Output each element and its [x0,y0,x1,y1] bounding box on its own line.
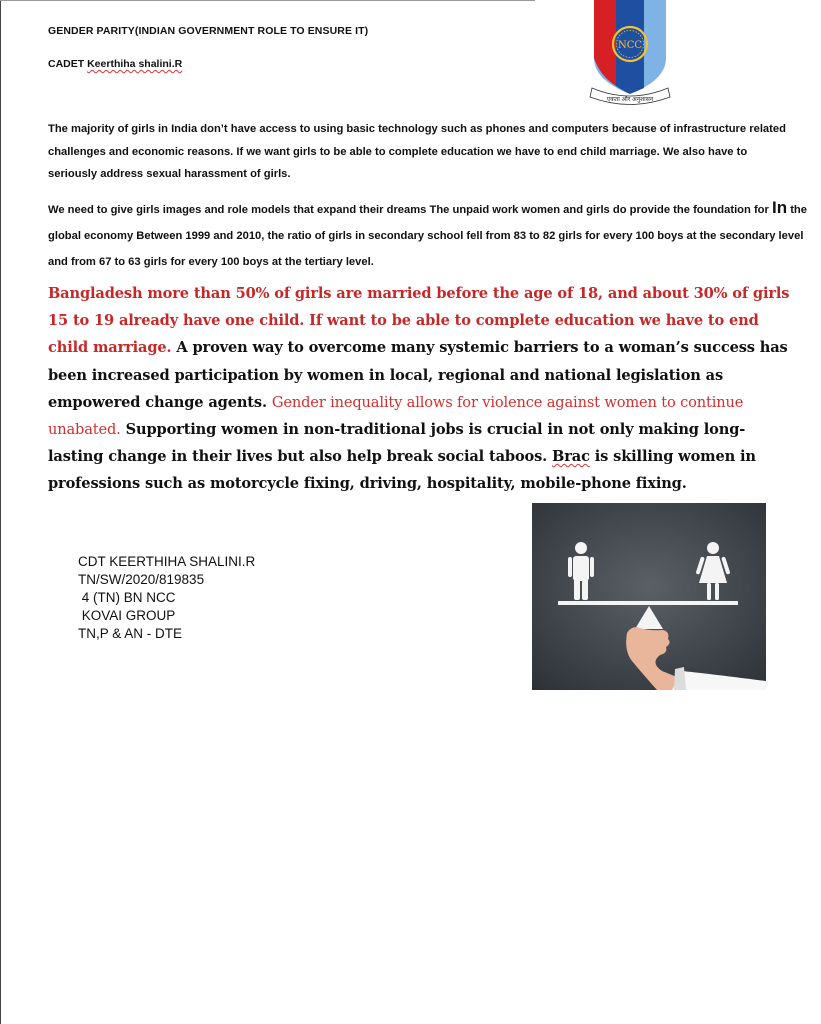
paragraph-3-black-3: is skilling women in professions such as motorcycle fixing, driving, hospitality, mobile-phone fixing. [48,448,756,493]
signature-line-4: KOVAI GROUP [78,608,176,623]
signature-line-1: CDT KEERTHIHA SHALINI.R [78,554,256,569]
signature-line-3: 4 (TN) BN NCC [78,590,176,605]
paragraph-2-big-word: In [771,198,788,217]
ncc-logo-text: NCC [617,40,643,51]
page-top-rule [0,0,535,1]
paragraph-3-black-2: Supporting women in non-traditional jobs is crucial in not only making long-lasting change in their lives but also help break social taboos. [48,421,746,466]
paragraph-1: The majority of girls in India don’t have access to using basic technology such as phones and computers because of infrastructure related challenges and economic reasons. If we want girls to be able to complete education we have to end child marriage. We also have to seriously address sexual harassment of girls. [48,123,786,180]
paragraph-3-red-1: Bangladesh more than 50% of girls are married before the age of 18, and about 30% of girls 15 to 19 already have one child. If want to be able to complete education we have to end child marriage. [48,285,790,357]
cadet-prefix: CADET [48,58,88,70]
signature-line-2: TN/SW/2020/819835 [78,572,205,587]
ncc-logo [588,0,672,112]
page-edge [0,0,1,1024]
ncc-logo-motto: एकता और अनुशासन [606,96,654,103]
signature-line-5: TN,P & AN - DTE [78,626,183,641]
gender-balance-illustration [532,503,766,690]
paragraph-2-part-a: We need to give girls images and role models that expand their dreams The unpaid work women and girls do provide the foundation for [48,204,772,216]
document-title: GENDER PARITY(INDIAN GOVERNMENT ROLE TO ENSURE IT) [48,25,369,37]
paragraph-3-brac: Brac [552,448,590,466]
paragraph-2-part-b: the global economy Between 1999 and 2010, the ratio of girls in secondary school fell from 83 to 82 girls for every 100 boys at the secondary level and from 67 to 63 girls for every 100 boys at the tertiary level. [48,204,807,268]
cadet-name: Keerthiha shalini.R [87,58,183,70]
paragraph-2 [48,195,808,275]
balance-beam-icon [558,601,738,605]
paragraph-3 [48,280,793,498]
signature-block [78,553,255,643]
paragraph-3-black-1: A proven way to overcome many systemic barriers to a woman’s success has been increased participation by women in local, regional and national legislation as empowered change agents. [48,339,788,411]
paragraph-3-red-2: Gender inequality allows for violence against women to continue unabated. [48,393,744,439]
cadet-line [48,58,182,70]
